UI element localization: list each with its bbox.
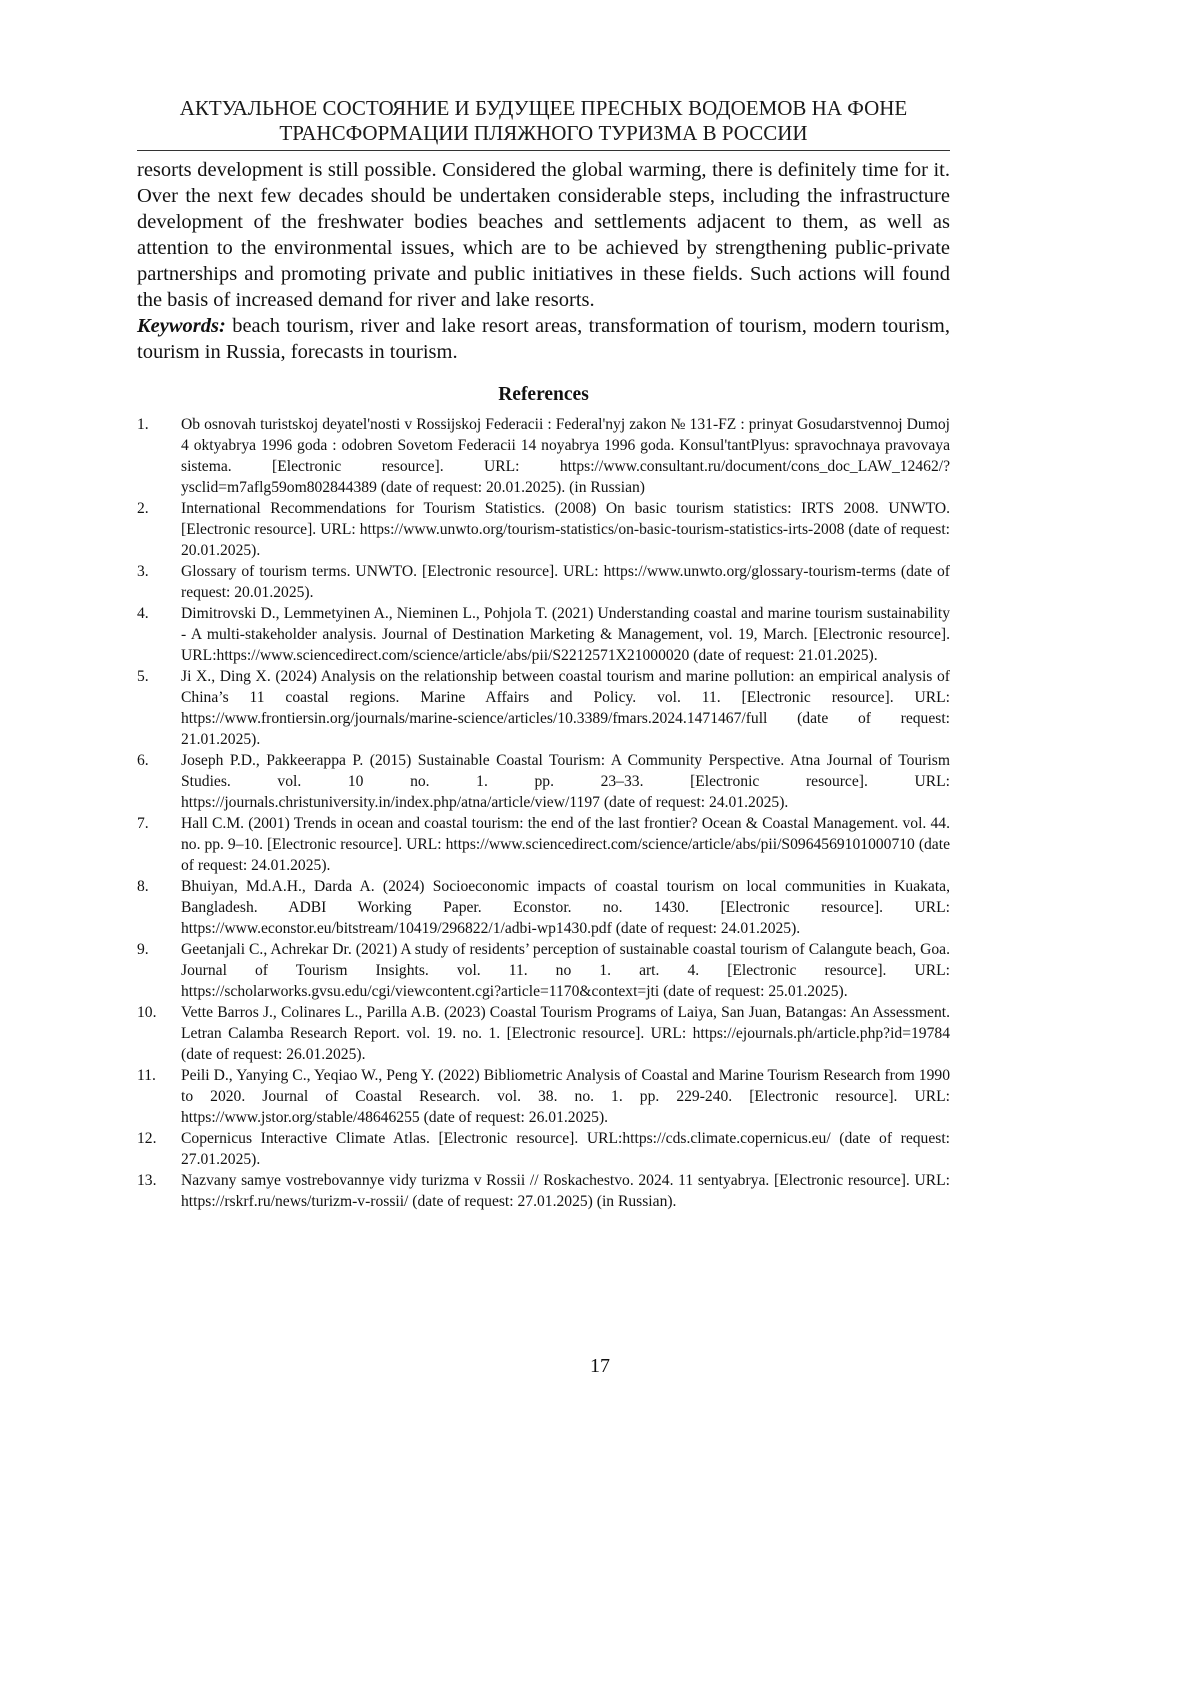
running-head-line-2: ТРАНСФОРМАЦИИ ПЛЯЖНОГО ТУРИЗМА В РОССИИ bbox=[137, 121, 950, 146]
reference-item bbox=[137, 813, 950, 876]
reference-number: 13. bbox=[137, 1170, 157, 1191]
reference-number: 3. bbox=[137, 561, 149, 582]
reference-number: 12. bbox=[137, 1128, 157, 1149]
reference-item bbox=[137, 1065, 950, 1128]
reference-number: 5. bbox=[137, 666, 149, 687]
reference-text: Copernicus Interactive Climate Atlas. [Electronic resource]. URL:https://cds.climate.copernicus.eu/ (date of request: 27.01.2025). bbox=[181, 1130, 950, 1168]
reference-item bbox=[137, 1002, 950, 1065]
page-number: 17 bbox=[0, 1355, 1200, 1378]
reference-item bbox=[137, 939, 950, 1002]
keywords-paragraph bbox=[137, 313, 950, 365]
reference-item bbox=[137, 414, 950, 498]
reference-item bbox=[137, 603, 950, 666]
reference-number: 11. bbox=[137, 1065, 156, 1086]
keywords-text: beach tourism, river and lake resort areas, transformation of tourism, modern tourism, tourism in Russia, forecasts in tourism. bbox=[137, 315, 950, 363]
header-rule bbox=[137, 150, 950, 151]
reference-item bbox=[137, 750, 950, 813]
reference-text: Hall C.M. (2001) Trends in ocean and coastal tourism: the end of the last frontier? Ocean & Coastal Management. vol. 44. no. pp. 9–10. [Electronic resource]. URL: https://www.sciencedirect.com/science/article/abs/pii/S0964569101000710 (date of request: 24.01.2025). bbox=[181, 815, 950, 874]
reference-item bbox=[137, 561, 950, 603]
reference-number: 2. bbox=[137, 498, 149, 519]
reference-number: 7. bbox=[137, 813, 149, 834]
keywords-label: Keywords: bbox=[137, 315, 226, 337]
abstract-section bbox=[137, 157, 950, 365]
reference-number: 9. bbox=[137, 939, 149, 960]
reference-text: Peili D., Yanying C., Yeqiao W., Peng Y. (2022) Bibliometric Analysis of Coastal and Marine Tourism Research from 1990 to 2020. Journal of Coastal Research. vol. 38. no. 1. pp. 229-240. [Electronic resource]. URL: https://www.jstor.org/stable/48646255 (date of request: 26.01.2025). bbox=[181, 1067, 950, 1126]
reference-number: 6. bbox=[137, 750, 149, 771]
running-head-line-1: АКТУАЛЬНОЕ СОСТОЯНИЕ И БУДУЩЕЕ ПРЕСНЫХ ВОДОЕМОВ НА ФОНЕ bbox=[137, 96, 950, 121]
reference-item bbox=[137, 498, 950, 561]
reference-text: International Recommendations for Tourism Statistics. (2008) On basic tourism statistics: IRTS 2008. UNWTO. [Electronic resource]. URL: https://www.unwto.org/tourism-statistics/on-basic-tourism-statistics-irts-2008 (date of request: 20.01.2025). bbox=[181, 500, 950, 559]
reference-text: Joseph P.D., Pakkeerappa P. (2015) Sustainable Coastal Tourism: A Community Perspective. Atna Journal of Tourism Studies. vol. 10 no. 1. pp. 23–33. [Electronic resource]. URL: https://journals.christuniversity.in/index.php/atna/article/view/1197 (date of request: 24.01.2025). bbox=[181, 752, 950, 811]
abstract-text: resorts development is still possible. Considered the global warming, there is definitely time for it. Over the next few decades should be undertaken considerable steps, including the infrastructure development of the freshwater bodies beaches and settlements adjacent to them, as well as attention to the environmental issues, which are to be achieved by strengthening public-private partnerships and promoting private and public initiatives in these fields. Such actions will found the basis of increased demand for river and lake resorts. bbox=[137, 157, 950, 313]
reference-text: Dimitrovski D., Lemmetyinen A., Nieminen L., Pohjola T. (2021) Understanding coastal and marine tourism sustainability - A multi-stakeholder analysis. Journal of Destination Marketing & Management, vol. 19, March. [Electronic resource]. URL:https://www.sciencedirect.com/science/article/abs/pii/S2212571X21000020 (date of request: 21.01.2025). bbox=[181, 605, 950, 664]
references-list bbox=[137, 414, 950, 1212]
reference-text: Nazvany samye vostrebovannye vidy turizma v Rossii // Roskachestvo. 2024. 11 sentyabrya. [Electronic resource]. URL: https://rskrf.ru/news/turizm-v-rossii/ (date of request: 27.01.2025) (in Russian). bbox=[181, 1172, 950, 1210]
reference-item bbox=[137, 1170, 950, 1212]
reference-item bbox=[137, 876, 950, 939]
reference-number: 4. bbox=[137, 603, 149, 624]
reference-number: 8. bbox=[137, 876, 149, 897]
reference-number: 10. bbox=[137, 1002, 157, 1023]
running-head bbox=[137, 96, 950, 146]
reference-text: Ob osnovah turistskoj deyatel'nosti v Rossijskoj Federacii : Federal'nyj zakon № 131-FZ : prinyat Gosudarstvennoj Dumoj 4 oktyabrya 1996 goda : odobren Sovetom Federacii 14 noyabrya 1996 goda. Konsul'tantPlyus: spravochnaya pravovaya sistema. [Electronic resource]. URL: https://www.consultant.ru/document/cons_doc_LAW_12462/?ysclid=m7aflg59om802844389 (date of request: 20.01.2025). (in Russian) bbox=[181, 416, 950, 496]
references-heading: References bbox=[137, 383, 950, 407]
reference-number: 1. bbox=[137, 414, 149, 435]
reference-item bbox=[137, 1128, 950, 1170]
reference-text: Bhuiyan, Md.A.H., Darda A. (2024) Socioeconomic impacts of coastal tourism on local communities in Kuakata, Bangladesh. ADBI Working Paper. Econstor. no. 1430. [Electronic resource]. URL: https://www.econstor.eu/bitstream/10419/296822/1/adbi-wp1430.pdf (date of request: 24.01.2025). bbox=[181, 878, 950, 937]
reference-text: Glossary of tourism terms. UNWTO. [Electronic resource]. URL: https://www.unwto.org/glossary-tourism-terms (date of request: 20.01.2025). bbox=[181, 563, 950, 601]
page-content bbox=[137, 96, 950, 1212]
reference-text: Geetanjali C., Achrekar Dr. (2021) A study of residents’ perception of sustainable coastal tourism of Calangute beach, Goa. Journal of Tourism Insights. vol. 11. no 1. art. 4. [Electronic resource]. URL: https://scholarworks.gvsu.edu/cgi/viewcontent.cgi?article=1170&context=jti (date of request: 25.01.2025). bbox=[181, 941, 950, 1000]
reference-text: Ji X., Ding X. (2024) Analysis on the relationship between coastal tourism and marine pollution: an empirical analysis of China’s 11 coastal regions. Marine Affairs and Policy. vol. 11. [Electronic resource]. URL: https://www.frontiersin.org/journals/marine-science/articles/10.3389/fmars.2024.1471467/full (date of request: 21.01.2025). bbox=[181, 668, 950, 748]
reference-item bbox=[137, 666, 950, 750]
reference-text: Vette Barros J., Colinares L., Parilla A.B. (2023) Coastal Tourism Programs of Laiya, San Juan, Batangas: An Assessment. Letran Calamba Research Report. vol. 19. no. 1. [Electronic resource]. URL: https://ejournals.ph/article.php?id=19784 (date of request: 26.01.2025). bbox=[181, 1004, 950, 1063]
